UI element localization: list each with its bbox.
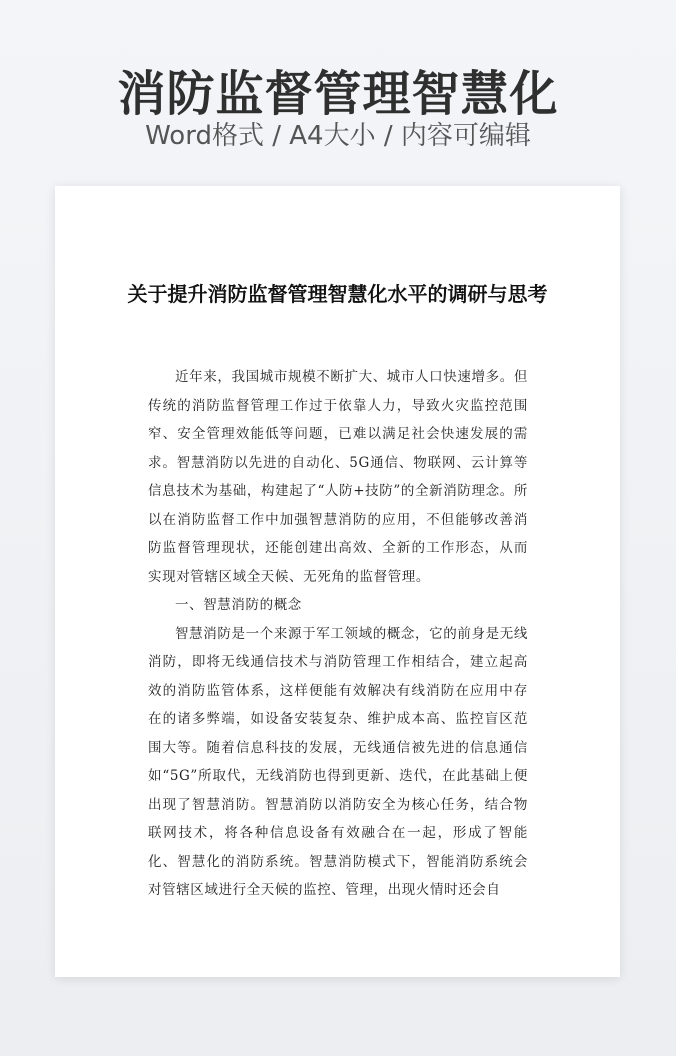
document-body (148, 363, 528, 905)
banner-subtitle: Word格式 / A4大小 / 内容可编辑 (145, 121, 531, 151)
banner-title: 消防监督管理智慧化 (117, 66, 559, 122)
document-page (55, 186, 620, 977)
document-title: 关于提升消防监督管理智慧化水平的调研与思考 (127, 282, 548, 306)
section-heading: 一、智慧消防的概念 (175, 597, 302, 613)
paragraph-intro: 近年来，我国城市规模不断扩大、城市人口快速增多。但传统的消防监督管理工作过于依靠人力，导致火灾监控范围窄、安全管理效能低等问题，已难以满足社会快速发展的需求。智慧消防以先进的自动化、5G通信、物联网、云计算等信息技术为基础，构建起了“人防+技防”的全新消防理念。所以在消防监督工作中加强智慧消防的应用，不但能够改善消防监督管理现状，还能创建出高效、全新的工作形态，从而实现对管辖区域全天候、无死角的监督管理。 (148, 369, 528, 585)
paragraph-concept: 智慧消防是一个来源于军工领域的概念，它的前身是无线消防，即将无线通信技术与消防管理工作相结合，建立起高效的消防监管体系，这样便能有效解决有线消防在应用中存在的诸多弊端，如设备安装复杂、维护成本高、监控盲区范围大等。随着信息科技的发展，无线通信被先进的信息通信如“5G”所取代，无线消防也得到更新、迭代，在此基础上便出现了智慧消防。智慧消防以消防安全为核心任务，结合物联网技术，将各种信息设备有效融合在一起，形成了智能化、智慧化的消防系统。智慧消防模式下，智能消防系统会对管辖区域进行全天候的监控、管理，出现火情时还会自 (148, 625, 528, 898)
